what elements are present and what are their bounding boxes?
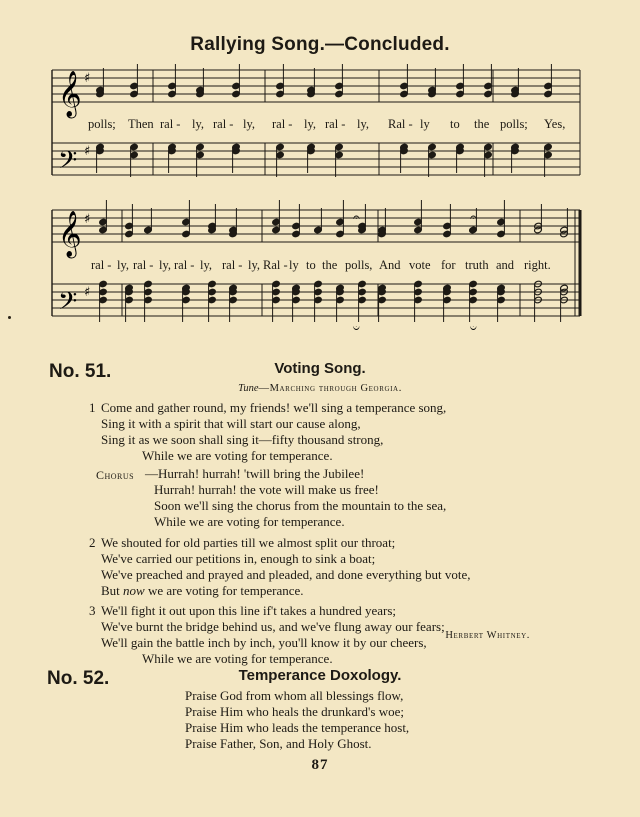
tune-name: —Marching through Georgia.: [258, 383, 402, 394]
lyric-syllable: ral -: [325, 117, 346, 131]
verse-word: we are voting for temperance.: [147, 583, 304, 598]
lyric-syllable: And: [379, 258, 401, 272]
hymn-51-author: Herbert Whitney.: [445, 630, 530, 641]
chorus-line: —Hurrah! hurrah! 'twill bring the Jubilee!: [145, 466, 365, 481]
lyric-syllable: ral -: [213, 117, 234, 131]
doxology-line: Praise Father, Son, and Holy Ghost.: [185, 736, 372, 751]
bass-clef-icon: 𝄢: [58, 146, 78, 181]
hymn-52-number: No. 52.: [47, 668, 110, 689]
paper-speck: [8, 316, 11, 319]
hymn-51-tune: [0, 383, 640, 394]
lyric-syllable: polls,: [345, 258, 373, 272]
lyric-syllable: Ral -: [263, 258, 288, 272]
fermata-icon: 𝄑: [470, 321, 477, 335]
verse-number: 3: [89, 603, 96, 618]
lyric-syllable: ly,: [357, 117, 370, 131]
lyric-syllable: vote: [409, 258, 431, 272]
lyric-syllable: ral -: [91, 258, 112, 272]
music-score: [0, 0, 640, 340]
verse-line: Sing it with a spirit that will start our cause along,: [101, 416, 361, 431]
lyric-syllable: ly,: [248, 258, 261, 272]
lyric-syllable: Yes,: [544, 117, 566, 131]
verse-number: 2: [89, 535, 96, 550]
verse-line: While we are voting for temperance.: [142, 651, 333, 666]
fermata-icon: 𝄑: [353, 321, 360, 335]
lyric-syllable: Then: [128, 117, 154, 131]
doxology-line: Praise Him who leads the temperance host,: [185, 720, 410, 735]
lyric-syllable: Ral -: [388, 117, 413, 131]
sharp-icon: ♯: [84, 212, 91, 227]
verse-line: While we are voting for temperance.: [142, 448, 333, 463]
treble-clef-icon: 𝄞: [58, 211, 82, 257]
page-title: Rallying Song.—Concluded.: [190, 34, 450, 55]
lyric-syllable: the: [474, 117, 490, 131]
verse-emphasis: now: [123, 583, 145, 598]
lyric-syllable: ly: [289, 258, 299, 272]
verse-line: We shouted for old parties till we almost split our throat;: [101, 535, 396, 550]
lyrics-system-1: [0, 117, 640, 133]
verse-line: We've preached and prayed and pleaded, and done everything but vote,: [101, 567, 471, 582]
sharp-icon: ♯: [84, 71, 91, 86]
hymn-51-number: No. 51.: [49, 361, 112, 382]
verse-line: Come and gather round, my friends! we'll sing a temperance song,: [101, 400, 447, 415]
lyric-syllable: ral -: [174, 258, 195, 272]
lyric-syllable: ral -: [272, 117, 293, 131]
verse-line: We'll fight it out upon this line if't takes a hundred years;: [101, 603, 396, 618]
chorus-line: Hurrah! hurrah! the vote will make us free!: [154, 482, 379, 497]
fermata-icon: 𝄐: [470, 210, 477, 224]
lyric-syllable: ly,: [159, 258, 172, 272]
fermata-icon: 𝄐: [353, 210, 360, 224]
verse-number: 1: [89, 400, 96, 415]
lyric-syllable: ly: [420, 117, 430, 131]
bass-clef-icon: 𝄢: [58, 287, 78, 322]
lyric-syllable: ral -: [133, 258, 154, 272]
doxology-line: Praise God from whom all blessings flow,: [185, 688, 404, 703]
lyric-syllable: ly,: [243, 117, 256, 131]
lyric-syllable: ral -: [160, 117, 181, 131]
sharp-icon: ♯: [84, 144, 91, 159]
verse-line: We've burnt the bridge behind us, and we've flung away our fears;: [101, 619, 445, 634]
lyric-syllable: the: [322, 258, 338, 272]
hymn-52-title: Temperance Doxology.: [238, 667, 402, 684]
sharp-icon: ♯: [84, 285, 91, 300]
page-number: 87: [311, 757, 329, 773]
verse-line: We'll gain the battle inch by inch, you'll know it by our cheers,: [101, 635, 427, 650]
lyric-syllable: and: [496, 258, 515, 272]
chorus-line: Soon we'll sing the chorus from the mountain to the sea,: [154, 498, 447, 513]
lyric-syllable: polls;: [500, 117, 528, 131]
lyric-syllable: right.: [524, 258, 551, 272]
verse-line: We've carried our petitions in, enough to sink a boat;: [101, 551, 376, 566]
lyric-syllable: ly,: [304, 117, 317, 131]
lyric-syllable: ly,: [192, 117, 205, 131]
lyric-syllable: ral -: [222, 258, 243, 272]
hymn-51-title: Voting Song.: [274, 360, 366, 377]
lyric-syllable: ly,: [117, 258, 130, 272]
tune-label: Tune: [238, 383, 259, 394]
treble-clef-icon: 𝄞: [58, 71, 82, 117]
lyric-syllable: truth: [465, 258, 489, 272]
verse-line-with-emphasis: [101, 583, 304, 599]
chorus-line: While we are voting for temperance.: [154, 514, 345, 529]
chorus-label: Chorus: [96, 468, 135, 482]
lyric-syllable: for: [441, 258, 456, 272]
lyric-syllable: ly,: [200, 258, 213, 272]
verse-line: Sing it as we soon shall sing it—fifty thousand strong,: [101, 432, 384, 447]
verse-word: But: [101, 583, 120, 598]
lyric-syllable: to: [306, 258, 316, 272]
lyric-syllable: polls;: [88, 117, 116, 131]
lyrics-system-2: [0, 258, 640, 274]
doxology-line: Praise Him who heals the drunkard's woe;: [185, 704, 404, 719]
lyric-syllable: to: [450, 117, 460, 131]
